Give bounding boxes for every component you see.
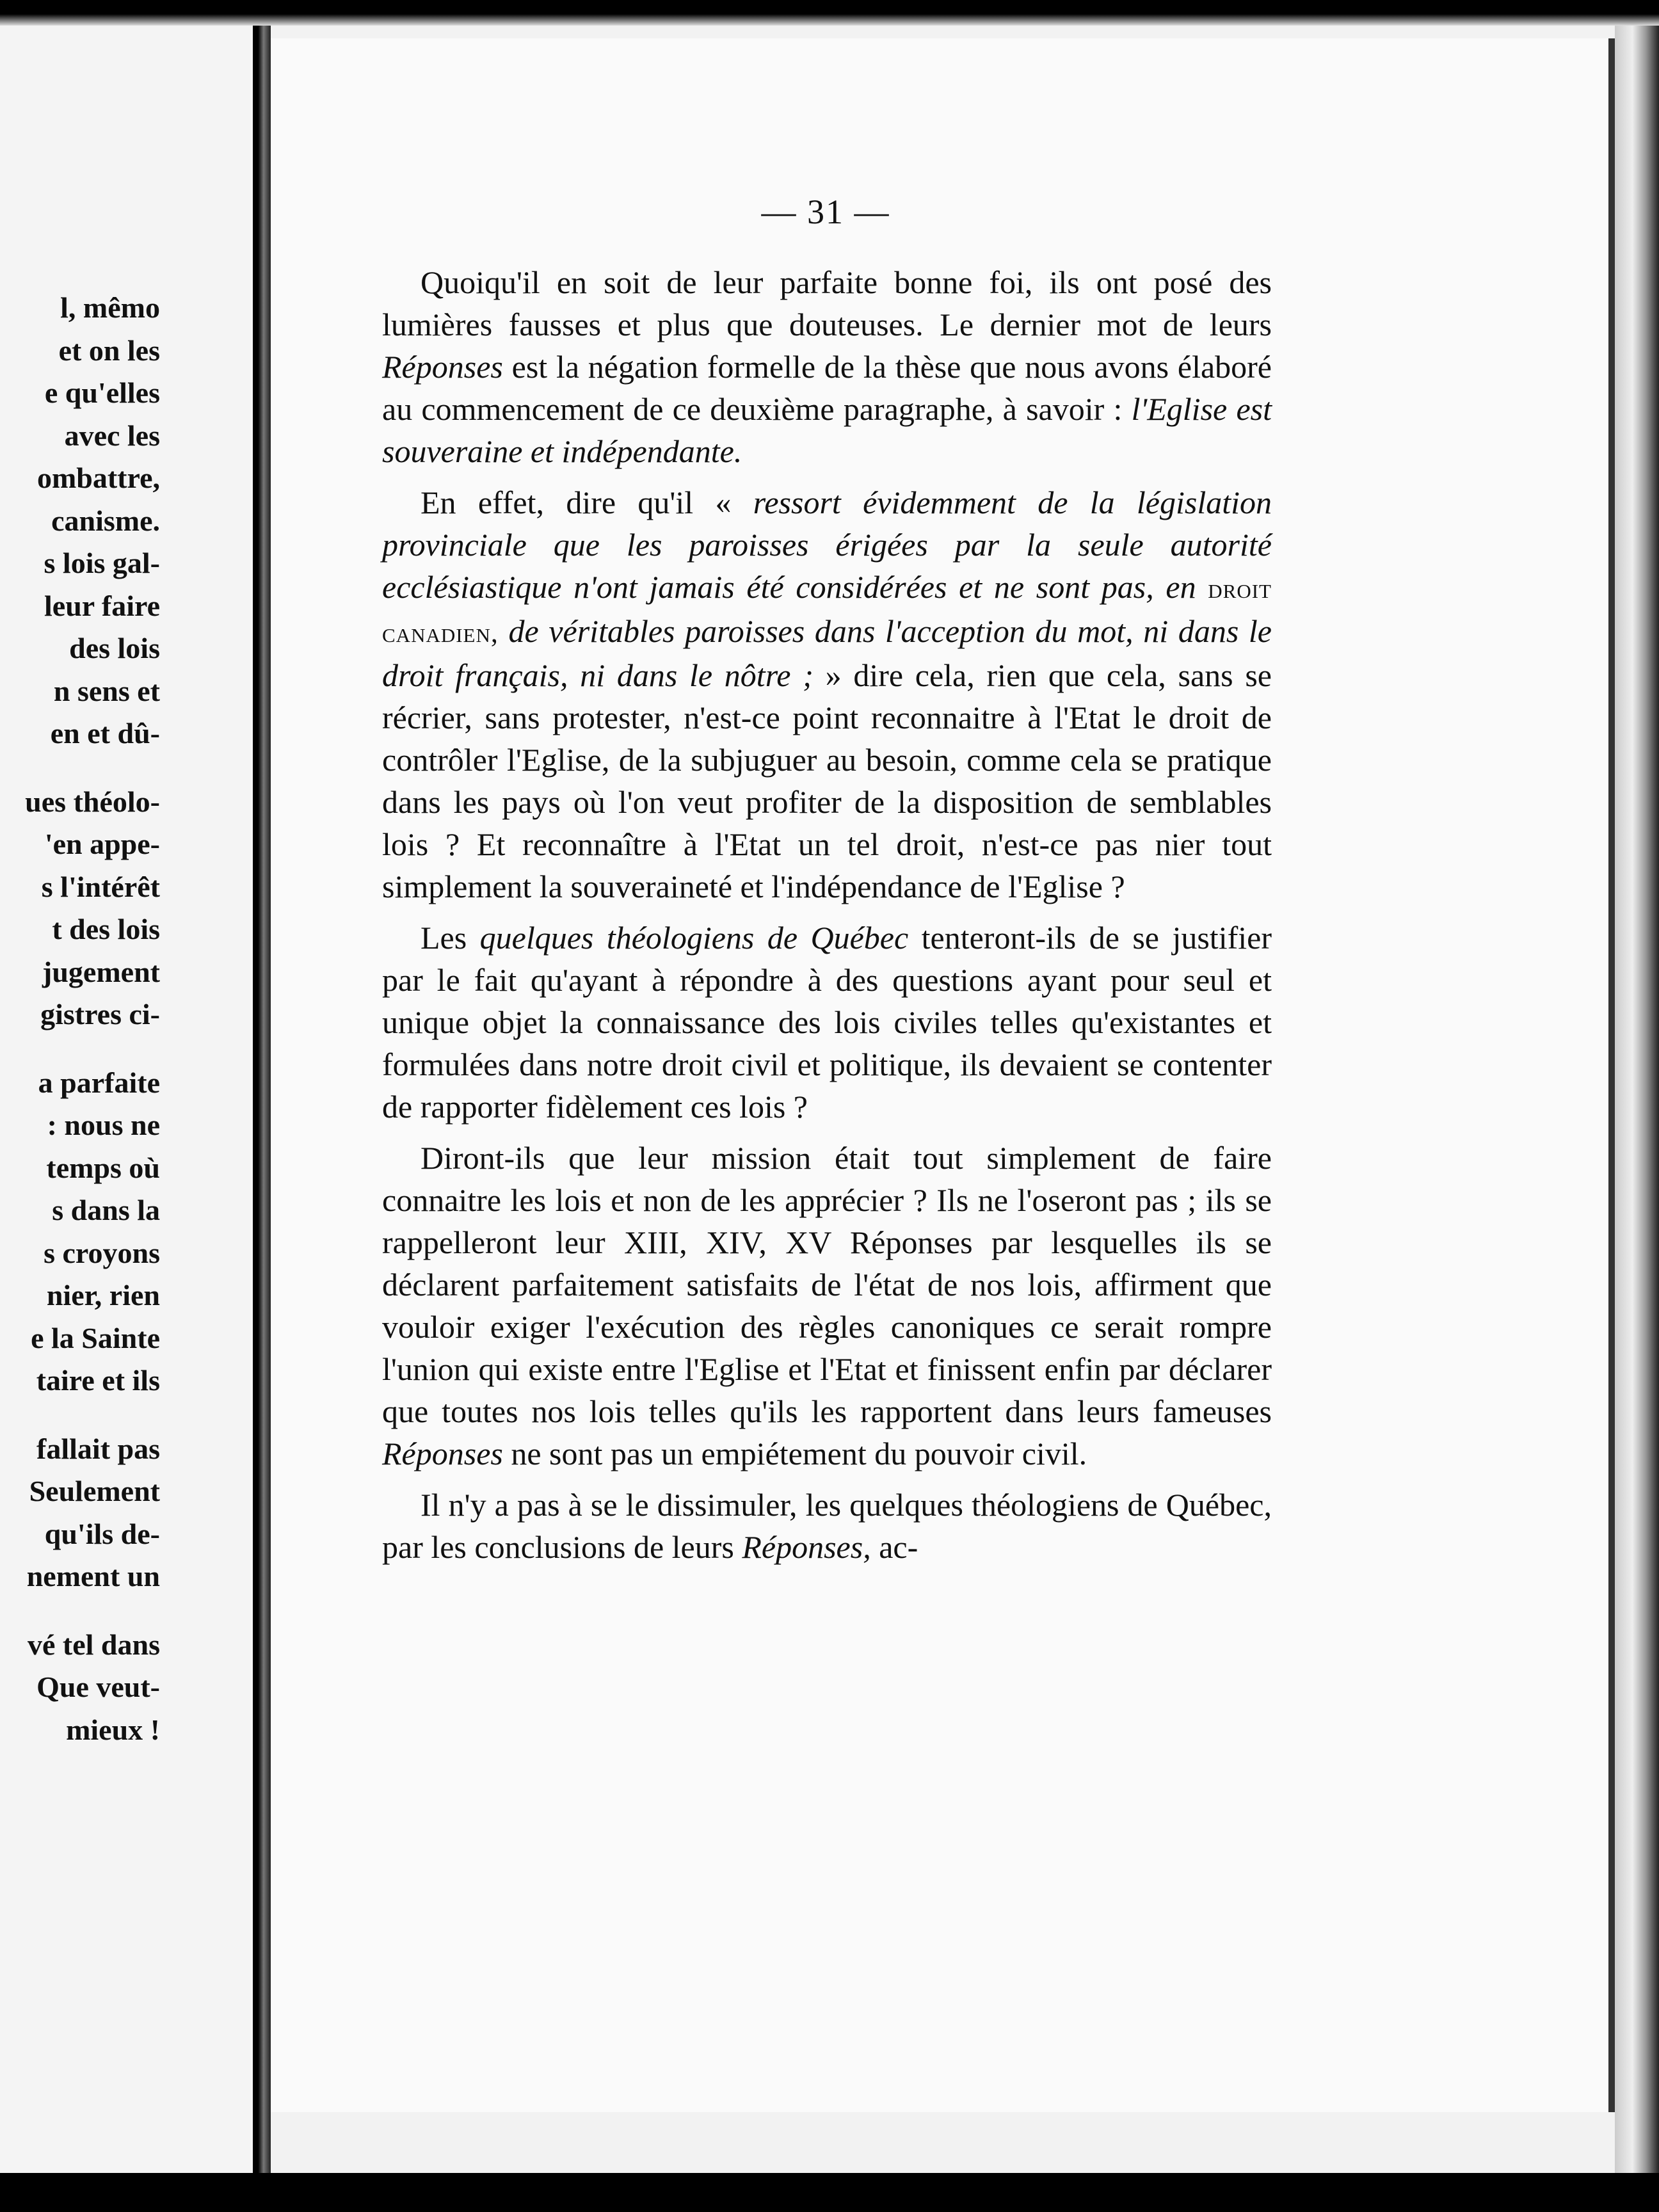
- text-segment: tenteront-ils de se justifier par le fait qu'ayant à répondre à des questions ayant pour seul et unique objet la connaissance des lois civiles telles qu'existantes et formulées dans notre droit civil et politique, ils devaient se contenter de rapporter fidèlement ces lois ?: [382, 920, 1272, 1125]
- paragraph: [382, 1137, 1272, 1475]
- left-page-line: l, mêmo: [60, 291, 160, 324]
- paragraph: [382, 481, 1272, 908]
- left-page-line: fallait pas: [36, 1432, 160, 1465]
- left-page-line: s lois gal-: [44, 547, 160, 579]
- left-page-line: e qu'elles: [44, 376, 160, 409]
- left-page-line: ues théolo-: [25, 785, 160, 818]
- text-segment: Quoiqu'il en soit de leur parfaite bonne foi, ils ont posé des lumières fausses et plus que douteuses. Le dernier mot de leurs: [382, 264, 1272, 342]
- scan-top-border: [0, 0, 1659, 26]
- left-page-line: vé tel dans: [28, 1628, 160, 1661]
- paragraph: [382, 261, 1272, 472]
- paragraph: [382, 1484, 1272, 1568]
- text-segment: » dire cela, rien que cela, sans se récrier, sans protester, n'est-ce point reconnaitre à l'Etat le droit de contrôler l'Eglise, de la subjuguer au besoin, comme cela se pratique dans les pays où l'on veut profiter de la disposition de semblables lois ? Et reconnaître à l'Etat un tel droit, n'est-ce pas nier tout simplement la souveraineté et l'indépendance de l'Eglise ?: [382, 657, 1272, 904]
- left-page-line: ombattre,: [36, 461, 160, 494]
- text-segment: est la négation formelle de la thèse que nous avons élaboré au commencement de ce deuxième paragraphe, à savoir :: [382, 349, 1272, 427]
- text-segment: quelques théologiens de Québec: [479, 920, 909, 956]
- left-page-line: : nous ne: [47, 1109, 160, 1141]
- left-page-line: temps où: [46, 1151, 160, 1184]
- left-page-line: taire et ils: [36, 1364, 160, 1397]
- left-page: [0, 26, 253, 2173]
- left-page-line: a parfaite: [38, 1066, 160, 1099]
- text-segment: Diront-ils que leur mission était tout simplement de faire connaitre les lois et non de les apprécier ? Ils ne l'oseront pas ; ils se rappelleront leur XIII, XIV, XV Réponses par lesquelles ils se déclarent parfaitement satisfaits de l'état de nos lois, affirment que vouloir exiger l'exécution des règles canoniques ce serait rompre l'union qui existe entre l'Eglise et l'Etat et finissent enfin par déclarer que toutes nos lois telles qu'ils les rapportent dans leurs fameuses: [382, 1140, 1272, 1429]
- text-segment: Les: [421, 920, 480, 956]
- left-page-line: des lois: [69, 632, 160, 664]
- body-text: [382, 261, 1272, 1577]
- book-gutter: [253, 26, 271, 2173]
- text-segment: de véritables paroisses dans l'acception du mot, ni dans le droit français, ni dans le nôtre ;: [382, 613, 1272, 693]
- text-segment: En effet, dire qu'il «: [421, 485, 753, 520]
- text-segment: Réponses,: [742, 1529, 871, 1565]
- left-page-line: s dans la: [52, 1194, 160, 1226]
- text-segment: Il n'y a pas à se le dissimuler, les quelques théologiens de Québec, par les conclusions de leurs: [382, 1487, 1272, 1565]
- left-page-line: avec les: [64, 419, 160, 452]
- page-number: — 31 —: [761, 193, 890, 231]
- left-page-gap: [0, 1598, 160, 1624]
- left-page-line: n sens et: [53, 674, 160, 707]
- left-page-gap: [0, 1036, 160, 1062]
- left-page-line: et on les: [58, 333, 160, 367]
- left-page-line: 'en appe-: [44, 828, 160, 860]
- left-page-line: e la Sainte: [31, 1321, 160, 1354]
- left-page-text-fragments: [0, 287, 160, 1751]
- scan-bottom-border: [0, 2173, 1659, 2212]
- text-segment: ne sont pas un empiétement du pouvoir civil.: [502, 1436, 1087, 1471]
- left-page-gap: [0, 1402, 160, 1428]
- page-edge: [1615, 26, 1659, 2173]
- left-page-gap: [0, 755, 160, 781]
- text-segment: ac-: [870, 1529, 918, 1565]
- text-segment: ressort évidemment de la législation provinciale que les paroisses érigées par la seule autorité ecclésiastique n'ont jamais été considérées et ne sont pas, en: [382, 485, 1272, 605]
- left-page-line: t des lois: [52, 913, 160, 945]
- left-page-line: mieux !: [66, 1713, 160, 1746]
- text-segment: Réponses: [382, 1436, 503, 1471]
- left-page-line: gistres ci-: [40, 998, 160, 1030]
- left-page-line: nement un: [26, 1560, 160, 1592]
- text-segment: droit canadien,: [382, 573, 1272, 648]
- left-page-line: en et dû-: [50, 717, 160, 749]
- left-page-line: leur faire: [44, 589, 160, 622]
- left-page-line: s croyons: [44, 1236, 160, 1269]
- left-page-line: Seulement: [29, 1475, 160, 1507]
- left-page-line: Que veut-: [36, 1671, 160, 1703]
- text-segment: l'Eglise est souveraine et indépendante.: [382, 391, 1272, 469]
- left-page-line: canisme.: [51, 504, 160, 537]
- left-page-line: jugement: [42, 955, 160, 988]
- left-page-line: qu'ils de-: [44, 1517, 160, 1550]
- text-segment: Réponses: [382, 349, 503, 385]
- paragraph: [382, 917, 1272, 1128]
- left-page-line: nier, rien: [46, 1279, 160, 1311]
- left-page-line: s l'intérêt: [41, 870, 160, 903]
